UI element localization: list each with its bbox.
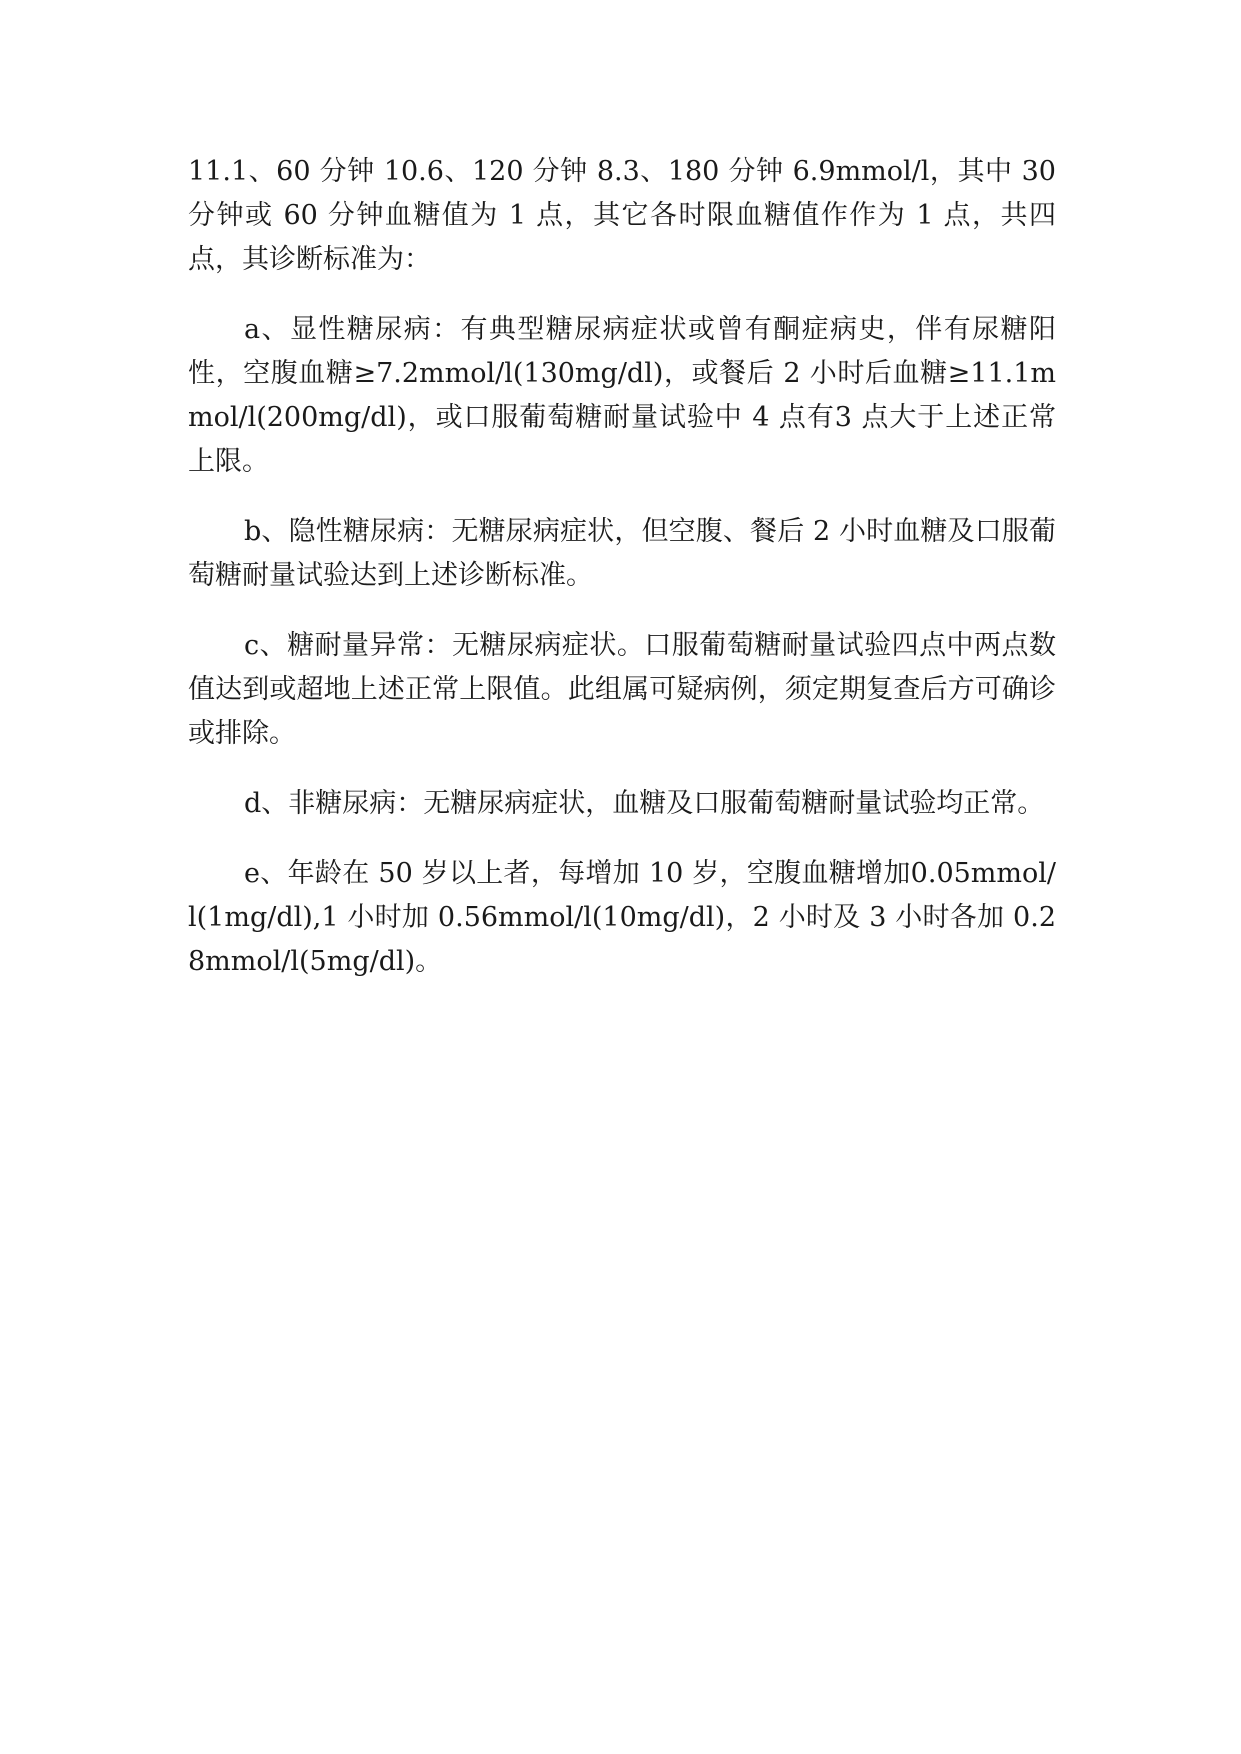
paragraph-item-b: b、隐性糖尿病：无糖尿病症状，但空腹、餐后 2 小时血糖及口服葡萄糖耐量试验达到上述诊断标准。: [188, 516, 1056, 591]
paragraph-continuation: 11.1、60 分钟 10.6、120 分钟 8.3、180 分钟 6.9mmol/l，其中 30 分钟或 60 分钟血糖值为 1 点，其它各时限血糖值作作为 1 点，共四点，其诊断标准为：: [188, 156, 1056, 275]
paragraph-item-d: d、非糖尿病：无糖尿病症状，血糖及口服葡萄糖耐量试验均正常。: [244, 788, 1045, 819]
paragraph-item-e: e、年龄在 50 岁以上者，每增加 10 岁，空腹血糖增加0.05mmol/l(1mg/dl),1 小时加 0.56mmol/l(10mg/dl)，2 小时及 3 小时各加 0.28mmol/l(5mg/dl)。: [188, 858, 1056, 977]
paragraph-item-a: a、显性糖尿病：有典型糖尿病症状或曾有酮症病史，伴有尿糖阳性，空腹血糖≥7.2mmol/l(130mg/dl)，或餐后 2 小时后血糖≥11.1mmol/l(200mg/dl)，或口服葡萄糖耐量试验中 4 点有3 点大于上述正常上限。: [188, 314, 1056, 477]
paragraph-item-c: c、糖耐量异常：无糖尿病症状。口服葡萄糖耐量试验四点中两点数值达到或超地上述正常上限值。此组属可疑病例，须定期复查后方可确诊或排除。: [188, 630, 1056, 749]
document-body: [188, 150, 1056, 1010]
